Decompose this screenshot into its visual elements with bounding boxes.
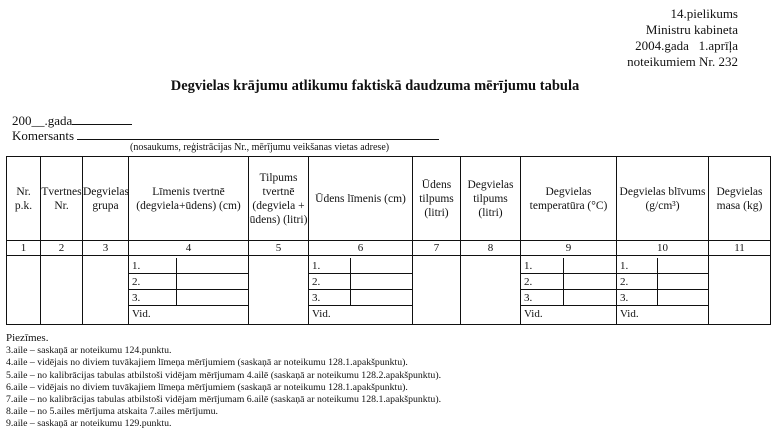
header-row [7, 157, 771, 241]
annex-reference [558, 6, 738, 70]
measure-label: 3. [521, 290, 564, 306]
measure-label: 2. [129, 274, 177, 290]
measure-label: 3. [617, 290, 658, 306]
measure-value[interactable] [350, 290, 412, 306]
column-header: Ūdens līmenis (cm) [309, 157, 413, 241]
measure-label: 1. [309, 258, 350, 274]
measure-value[interactable] [658, 274, 708, 290]
company-hint: (nosaukums, reģistrācijas Nr., mērījumu veikšanas vietas adrese) [130, 142, 390, 153]
notes-title: Piezīmes. [6, 332, 49, 344]
column-header: Līmenis tvertnē (degviela+ūdens) (cm) [129, 157, 249, 241]
measure-value[interactable] [177, 258, 248, 274]
measure-label: 2. [521, 274, 564, 290]
measure-label: 2. [309, 274, 350, 290]
measure-label: Vid. [524, 308, 543, 320]
column-header: Degvielas grupa [83, 157, 129, 241]
note-item: 7.aile – no kalibrācijas tabulas atbilstoši vidējam mērījumam 6.ailē (saskaņā ar noteikumu 128.1.apakšpunktu). [6, 394, 442, 406]
measure-value[interactable] [350, 258, 412, 274]
company-blank [77, 127, 439, 140]
cell-water-level [309, 256, 413, 325]
column-number: 6 [309, 241, 413, 256]
column-header: Degvielas temperatūra (°C) [521, 157, 617, 241]
measure-value[interactable] [658, 290, 708, 306]
column-header: Tvertnes Nr. [41, 157, 83, 241]
note-item: 6.aile – vidējais no diviem tuvākajiem līmeņa mērījumiem (saskaņā ar noteikumu 128.1.apakšpunktu). [6, 381, 408, 393]
column-number: 10 [617, 241, 709, 256]
cell-tank-nr[interactable] [41, 256, 83, 325]
annex-line: Ministru kabineta [645, 22, 738, 37]
note-item: 9.aile – saskaņā ar noteikumu 129.punktu. [6, 418, 172, 430]
column-number: 7 [413, 241, 461, 256]
measure-label: Vid. [132, 308, 151, 320]
note-item: 5.aile – no kalibrācijas tabulas atbilstoši vidējam mērījumam 4.ailē (saskaņā ar noteikumu 128.2.apakšpunktu). [6, 369, 442, 381]
column-number-row [7, 241, 771, 256]
column-number: 4 [129, 241, 249, 256]
note-item: 3.aile – saskaņā ar noteikumu 124.punktu. [6, 345, 172, 357]
measure-label: 3. [309, 290, 350, 306]
year-blank [72, 112, 132, 125]
column-header: Ūdens tilpums (litri) [413, 157, 461, 241]
measurement-table [6, 156, 771, 325]
cell-nr[interactable] [7, 256, 41, 325]
cell-volume-total[interactable] [249, 256, 309, 325]
measure-label: 2. [617, 274, 658, 290]
column-number: 9 [521, 241, 617, 256]
annex-line: 2004.gada 1.aprīļa [635, 38, 738, 53]
measure-value[interactable] [177, 274, 248, 290]
column-header: Nr. p.k. [7, 157, 41, 241]
cell-water-volume[interactable] [413, 256, 461, 325]
column-header: Degvielas blīvums (g/cm³) [617, 157, 709, 241]
company-label: Komersants [12, 128, 75, 143]
column-number: 5 [249, 241, 309, 256]
annex-line: 14.pielikums [670, 6, 738, 21]
column-header: Tilpums tvertnē (degviela + ūdens) (litri) [249, 157, 309, 241]
cell-mass[interactable] [709, 256, 771, 325]
cell-density [617, 256, 709, 325]
notes [6, 332, 441, 431]
column-header: Degvielas tilpums (litri) [461, 157, 521, 241]
measure-value[interactable] [564, 258, 616, 274]
measure-value[interactable] [350, 274, 412, 290]
measure-value[interactable] [564, 274, 616, 290]
page-title: Degvielas krājumu atlikumu faktiskā daudzuma mērījumu tabula [170, 78, 580, 94]
measure-label: 3. [129, 290, 177, 306]
cell-temperature [521, 256, 617, 325]
measure-value[interactable] [177, 290, 248, 306]
column-header: Degvielas masa (kg) [709, 157, 771, 241]
annex-line: noteikumiem Nr. 232 [627, 54, 738, 69]
year-label: 200__.gada [12, 113, 73, 128]
measure-label: Vid. [620, 308, 639, 320]
column-number: 1 [7, 241, 41, 256]
cell-fuel-volume[interactable] [461, 256, 521, 325]
note-item: 4.aile – vidējais no diviem tuvākajiem līmeņa mērījumiem (saskaņā ar noteikumu 128.1.apakšpunktu). [6, 357, 408, 369]
measure-value[interactable] [658, 258, 708, 274]
note-item: 8.aile – no 5.ailes mērījuma atskaita 7.ailes mērījumu. [6, 406, 218, 418]
cell-level-total [129, 256, 249, 325]
measure-value[interactable] [564, 290, 616, 306]
column-number: 2 [41, 241, 83, 256]
measure-subtable [617, 258, 708, 322]
measure-label: 1. [521, 258, 564, 274]
column-number: 11 [709, 241, 771, 256]
measure-subtable [309, 258, 412, 322]
data-row [7, 256, 771, 325]
measure-subtable [521, 258, 616, 322]
measure-subtable [129, 258, 248, 322]
column-number: 8 [461, 241, 521, 256]
measure-label: 1. [617, 258, 658, 274]
column-number: 3 [83, 241, 129, 256]
measure-label: Vid. [312, 308, 331, 320]
cell-fuel-group[interactable] [83, 256, 129, 325]
measure-label: 1. [129, 258, 177, 274]
